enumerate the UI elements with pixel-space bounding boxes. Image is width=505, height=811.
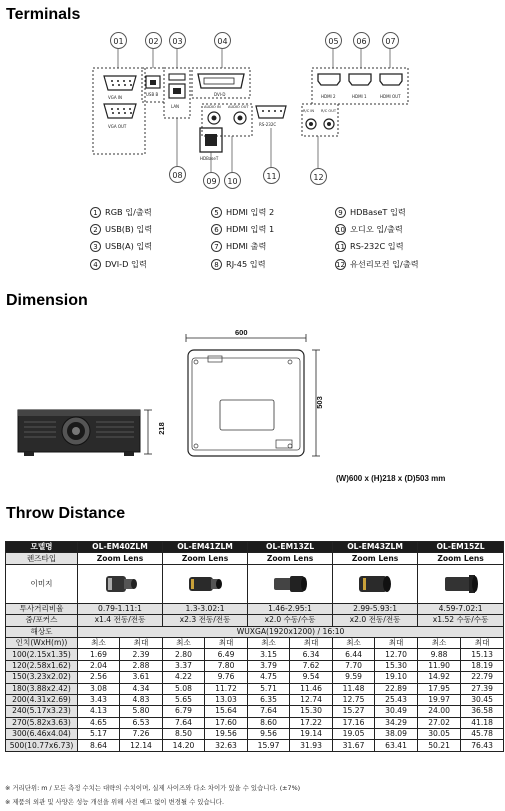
screen-size-cell: 200(4.31x2.69) bbox=[6, 694, 78, 705]
hdmi1-label: HDMI 1 bbox=[352, 94, 367, 99]
distance-cell: 15.13 bbox=[461, 649, 504, 660]
distance-cell: 15.27 bbox=[333, 706, 375, 717]
dimension-spec: (W)600 x (H)218 x (D)503 mm bbox=[336, 474, 446, 483]
distance-cell: 25.43 bbox=[375, 694, 418, 705]
lens-image-row: 이미지 bbox=[6, 564, 504, 603]
usb-a-port bbox=[169, 74, 185, 80]
rgb-group-box bbox=[93, 68, 145, 154]
distance-cell: 14.20 bbox=[163, 740, 205, 751]
screen-size-cell: 240(5.17x3.23) bbox=[6, 706, 78, 717]
distance-cell: 11.48 bbox=[333, 683, 375, 694]
distance-cell: 15.30 bbox=[290, 706, 333, 717]
legend-item-2: 2 USB(B) 입력 bbox=[90, 224, 152, 235]
legend-item-5: 5 HDMI 입력 2 bbox=[211, 207, 274, 218]
distance-cell: 2.56 bbox=[78, 672, 120, 683]
distance-cell: 7.26 bbox=[120, 729, 163, 740]
lens-image-4 bbox=[355, 568, 395, 600]
height-dimension-label: 218 bbox=[156, 422, 166, 435]
legend-item-9: 9 HDBaseT 입력 bbox=[335, 207, 406, 218]
distance-cell: 8.64 bbox=[78, 740, 120, 751]
throw-distance-heading: Throw Distance bbox=[6, 505, 126, 522]
vga-in-port bbox=[104, 76, 136, 90]
legend-item-10: 10 오디오 입/출력 bbox=[336, 224, 403, 234]
distance-cell: 11.72 bbox=[205, 683, 248, 694]
depth-dimension-label: 503 bbox=[314, 396, 324, 409]
callout-01: 01 bbox=[110, 32, 127, 49]
distance-cell: 14.92 bbox=[418, 672, 461, 683]
distance-cell: 12.70 bbox=[375, 649, 418, 660]
audio-out-label: AUDIO OUT bbox=[228, 105, 249, 109]
distance-cell: 8.50 bbox=[163, 729, 205, 740]
distance-cell: 30.49 bbox=[375, 706, 418, 717]
distance-cell: 22.89 bbox=[375, 683, 418, 694]
hdbaset-label: HDBaseT bbox=[200, 156, 219, 161]
lens-image-5 bbox=[441, 568, 481, 600]
note-units: ※ 거리단위: m / 모든 측정 수치는 대략의 수치이며, 실제 사이즈와 다소 차이가 있을 수 있습니다. (±7%) bbox=[5, 784, 301, 792]
terminal-panel-diagram bbox=[0, 24, 505, 194]
distance-cell: 6.49 bbox=[205, 649, 248, 660]
distance-cell: 3.37 bbox=[163, 660, 205, 671]
distance-cell: 2.39 bbox=[120, 649, 163, 660]
distance-cell: 5.65 bbox=[163, 694, 205, 705]
distance-cell: 31.93 bbox=[290, 740, 333, 751]
screen-size-cell: 150(3.23x2.02) bbox=[6, 672, 78, 683]
distance-cell: 7.70 bbox=[333, 660, 375, 671]
distance-cell: 34.29 bbox=[375, 717, 418, 728]
lan-label: LAN bbox=[171, 104, 180, 109]
rc-in-label: R/C IN bbox=[303, 109, 315, 113]
screen-size-cell: 500(10.77x6.73) bbox=[6, 740, 78, 751]
rs232c-label: RS-232C bbox=[259, 122, 277, 127]
screen-size-cell: 100(2.15x1.35) bbox=[6, 649, 78, 660]
distance-cell: 22.79 bbox=[461, 672, 504, 683]
note-spec-change: ※ 제품의 외관 및 사양은 성능 개선을 위해 사전 예고 없이 변경될 수 있습니다. bbox=[5, 798, 224, 806]
screen-size-cell: 180(3.88x2.42) bbox=[6, 683, 78, 694]
distance-cell: 3.15 bbox=[248, 649, 290, 660]
distance-cell: 3.08 bbox=[78, 683, 120, 694]
table-row bbox=[6, 660, 504, 671]
callout-09: 09 bbox=[203, 172, 220, 189]
distance-cell: 38.09 bbox=[375, 729, 418, 740]
distance-cell: 6.44 bbox=[333, 649, 375, 660]
distance-cell: 27.02 bbox=[418, 717, 461, 728]
distance-cell: 15.97 bbox=[248, 740, 290, 751]
distance-cell: 15.30 bbox=[375, 660, 418, 671]
projector-top-view bbox=[180, 328, 330, 468]
distance-cell: 30.05 bbox=[418, 729, 461, 740]
usb-b-label: USB B bbox=[146, 92, 159, 97]
distance-cell: 7.64 bbox=[163, 717, 205, 728]
lens-image-2 bbox=[185, 568, 225, 600]
distance-cell: 19.05 bbox=[333, 729, 375, 740]
distance-cell: 11.90 bbox=[418, 660, 461, 671]
resolution-row: 해상도 WUXGA(1920x1200) / 16:10 bbox=[6, 626, 504, 637]
distance-cell: 8.60 bbox=[248, 717, 290, 728]
distance-cell: 13.03 bbox=[205, 694, 248, 705]
lens-image-1 bbox=[100, 568, 140, 600]
distance-cell: 31.67 bbox=[333, 740, 375, 751]
table-row bbox=[6, 683, 504, 694]
distance-cell: 19.56 bbox=[205, 729, 248, 740]
distance-cell: 36.58 bbox=[461, 706, 504, 717]
distance-cell: 2.80 bbox=[163, 649, 205, 660]
callout-05: 05 bbox=[325, 32, 342, 49]
distance-cell: 9.56 bbox=[248, 729, 290, 740]
table-row bbox=[6, 729, 504, 740]
callout-07: 07 bbox=[382, 32, 399, 49]
distance-cell: 19.10 bbox=[375, 672, 418, 683]
callout-04: 04 bbox=[214, 32, 231, 49]
legend-item-12: 12 유선리모컨 입/출력 bbox=[336, 259, 419, 269]
distance-cell: 7.64 bbox=[248, 706, 290, 717]
distance-cell: 2.88 bbox=[120, 660, 163, 671]
model-row: 모델명 OL-EM40ZLM OL-EM41ZLM OL-EM13ZL OL-EM43ZLM OL-EM15ZL bbox=[6, 542, 504, 553]
distance-cell: 3.43 bbox=[78, 694, 120, 705]
throw-distance-table bbox=[5, 541, 504, 752]
legend-item-3: 3 USB(A) 입력 bbox=[90, 241, 152, 252]
distance-cell: 19.14 bbox=[290, 729, 333, 740]
distance-cell: 5.71 bbox=[248, 683, 290, 694]
distance-cell: 9.88 bbox=[418, 649, 461, 660]
legend-item-11: 11 RS-232C 입력 bbox=[336, 241, 404, 251]
screen-size-cell: 300(6.46x4.04) bbox=[6, 729, 78, 740]
distance-cell: 41.18 bbox=[461, 717, 504, 728]
distance-cell: 5.80 bbox=[120, 706, 163, 717]
distance-cell: 11.46 bbox=[290, 683, 333, 694]
width-dimension-label: 600 bbox=[235, 328, 248, 337]
legend-item-8: 8 RJ-45 입력 bbox=[211, 259, 266, 270]
min-max-header-row: 인치(WxH(m)) 최소 최대 최소 최대 최소 최대 최소 최대 최소 최대 bbox=[6, 637, 504, 648]
distance-cell: 18.19 bbox=[461, 660, 504, 671]
callout-08: 08 bbox=[169, 166, 186, 183]
distance-cell: 50.21 bbox=[418, 740, 461, 751]
distance-cell: 3.79 bbox=[248, 660, 290, 671]
distance-cell: 9.76 bbox=[205, 672, 248, 683]
hdmi-2-port bbox=[318, 74, 340, 85]
distance-cell: 45.78 bbox=[461, 729, 504, 740]
distance-cell: 27.39 bbox=[461, 683, 504, 694]
throw-ratio-row: 투사거리비율 0.79-1.11:1 1.3-3.02:1 1.46-2.95:1 2.99-5.93:1 4.59-7.02:1 bbox=[6, 603, 504, 614]
terminals-heading: Terminals bbox=[6, 6, 81, 23]
distance-cell: 6.79 bbox=[163, 706, 205, 717]
distance-cell: 76.43 bbox=[461, 740, 504, 751]
distance-cell: 4.13 bbox=[78, 706, 120, 717]
rs232c-port bbox=[256, 106, 286, 118]
distance-cell: 12.14 bbox=[120, 740, 163, 751]
callout-06: 06 bbox=[353, 32, 370, 49]
distance-cell: 17.95 bbox=[418, 683, 461, 694]
legend-item-1: 1 RGB 입/출력 bbox=[90, 207, 152, 218]
distance-cell: 17.60 bbox=[205, 717, 248, 728]
table-row bbox=[6, 694, 504, 705]
distance-cell: 1.69 bbox=[78, 649, 120, 660]
model-header: 모델명 bbox=[6, 542, 78, 553]
screen-size-cell: 120(2.58x1.62) bbox=[6, 660, 78, 671]
distance-cell: 12.74 bbox=[290, 694, 333, 705]
distance-cell: 3.61 bbox=[120, 672, 163, 683]
distance-cell: 4.65 bbox=[78, 717, 120, 728]
leader-lines bbox=[118, 48, 390, 172]
legend-item-4: 4 DVI-D 입력 bbox=[90, 259, 147, 270]
distance-cell: 4.22 bbox=[163, 672, 205, 683]
distance-cell: 17.22 bbox=[290, 717, 333, 728]
distance-cell: 4.34 bbox=[120, 683, 163, 694]
distance-cell: 4.83 bbox=[120, 694, 163, 705]
rc-out-label: R/C OUT bbox=[321, 109, 337, 113]
hdmi-1-port bbox=[349, 74, 371, 85]
distance-cell: 6.35 bbox=[248, 694, 290, 705]
distance-cell: 6.34 bbox=[290, 649, 333, 660]
screen-size-cell: 270(5.82x3.63) bbox=[6, 717, 78, 728]
distance-cell: 17.16 bbox=[333, 717, 375, 728]
table-row bbox=[6, 706, 504, 717]
table-row bbox=[6, 672, 504, 683]
distance-cell: 4.75 bbox=[248, 672, 290, 683]
callout-10: 10 bbox=[224, 172, 241, 189]
callout-11: 11 bbox=[263, 167, 280, 184]
distance-cell: 32.63 bbox=[205, 740, 248, 751]
table-row bbox=[6, 717, 504, 728]
lens-type-row: 렌즈타입 Zoom Lens Zoom Lens Zoom Lens Zoom Lens Zoom Lens bbox=[6, 553, 504, 564]
throw-distance-rows bbox=[6, 649, 504, 752]
table-row bbox=[6, 740, 504, 751]
distance-cell: 7.80 bbox=[205, 660, 248, 671]
distance-cell: 15.64 bbox=[205, 706, 248, 717]
hdmi2-label: HDMI 2 bbox=[321, 94, 336, 99]
callout-02: 02 bbox=[145, 32, 162, 49]
zoom-focus-row: 줌/포커스 x1.4 전동/전동 x2.3 전동/전동 x2.0 수동/수동 x2.0 전동/전동 x1.52 수동/수동 bbox=[6, 615, 504, 626]
distance-cell: 24.00 bbox=[418, 706, 461, 717]
legend-item-6: 6 HDMI 입력 1 bbox=[211, 224, 274, 235]
distance-cell: 19.97 bbox=[418, 694, 461, 705]
distance-cell: 5.17 bbox=[78, 729, 120, 740]
distance-cell: 7.62 bbox=[290, 660, 333, 671]
distance-cell: 9.54 bbox=[290, 672, 333, 683]
distance-cell: 63.41 bbox=[375, 740, 418, 751]
distance-cell: 6.53 bbox=[120, 717, 163, 728]
callout-03: 03 bbox=[169, 32, 186, 49]
dvi-port bbox=[198, 74, 244, 88]
distance-cell: 5.08 bbox=[163, 683, 205, 694]
legend-item-7: 7 HDMI 출력 bbox=[211, 241, 266, 252]
hdmi-out-port bbox=[380, 74, 402, 85]
distance-cell: 12.75 bbox=[333, 694, 375, 705]
dimension-heading: Dimension bbox=[6, 292, 88, 309]
vga-in-label: VGA IN bbox=[108, 95, 123, 100]
hdmi-out-label: HDMI OUT bbox=[380, 94, 401, 99]
dvi-label: DVI-D bbox=[214, 92, 226, 97]
lens-image-3 bbox=[270, 568, 310, 600]
projector-front-view bbox=[10, 400, 170, 462]
vga-out-port bbox=[104, 104, 136, 118]
audio-in-label: AUDIO IN bbox=[204, 105, 221, 109]
vga-out-label: VGA OUT bbox=[108, 124, 127, 129]
distance-cell: 9.59 bbox=[333, 672, 375, 683]
callout-12: 12 bbox=[310, 168, 327, 185]
table-row bbox=[6, 649, 504, 660]
distance-cell: 30.45 bbox=[461, 694, 504, 705]
distance-cell: 2.04 bbox=[78, 660, 120, 671]
